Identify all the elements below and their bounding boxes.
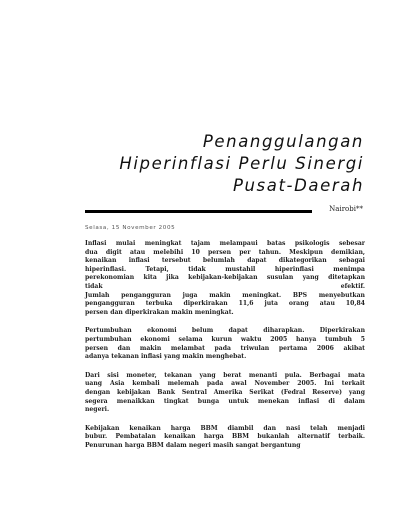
text-line: negeri. [85,406,110,414]
text-line: hiperinflasi. Tetapi, tidak mustahil hiperinflasi menimpa [85,265,365,273]
article-title [64,131,364,197]
text-line: Inflasi mulai meningkat tajam melampaui batas psikologis sebesar [85,240,365,247]
text-line: Kebijakan kenaikan harga BBM diambil dan nasi telah menjadi [85,424,365,432]
text-line: segera menaikkan tingkat bunga untuk menekan inflasi di dalam [85,397,365,405]
title-line-2: Hiperinflasi Perlu Sinergi [119,154,364,173]
paragraph [85,372,365,415]
text-line: pengangguran terbuka diperkirakan 11,6 juta orang atau 10,84 [85,300,365,308]
text-line: adanya tekanan inflasi yang makin menghebat. [85,353,247,361]
paragraph-gap [85,362,365,372]
text-line: Jumlah pengangguran juga makin meningkat. BPS menyebutkan [85,291,365,299]
author-name: Nairobi** [329,205,363,213]
text-line: pertumbuhan ekonomi selama kurun waktu 2005 hanya tumbuh 5 [85,335,365,343]
text-line: Penurunan harga BBM dalam negeri masih sangat bergantung [85,441,301,449]
text-line: Dari sisi moneter, tekanan yang berat menanti pula. Berbagai mata [85,371,365,379]
text-line: persen dan diperkirakan makin meningkat. [85,308,234,316]
paragraph [85,327,365,361]
paragraph [85,240,365,317]
text-line: dengan kebijakan Bank Sentral Amerika Serikat (Fedral Reserve) yang [85,388,365,396]
text-line: persen dan makin melambat pada triwulan pertama 2006 akibat [85,344,365,352]
text-line: Pertumbuhan ekonomi belum dapat diharapkan. Diperkirakan [85,327,365,335]
text-line: dua digit atau melebihi 10 persen per tahun. Meskipun demikian, [85,248,365,256]
paragraph-gap [85,317,365,327]
title-line-3: Pusat-Daerah [232,176,364,195]
text-line: bubur. Pembatalan kenaikan harga BBM bukanlah alternatif terbaik. [85,433,365,441]
article-body [85,240,365,450]
text-line: kenaikan inflasi tersebut belumlah dapat dikategorikan sebagai [85,257,365,265]
title-divider [85,210,312,213]
paragraph [85,425,365,451]
text-line: uang Asia kembali melemah pada awal November 2005. Ini terkait [85,380,365,388]
text-line: perekonomian kita jika kebijakan-kebijakan susulan yang ditetapkan [85,274,365,282]
paragraph-gap [85,415,365,425]
publication-date: Selasa, 15 November 2005 [85,225,176,231]
text-line: tidak efektif. [85,282,365,290]
title-line-1: Penanggulangan [202,132,364,151]
